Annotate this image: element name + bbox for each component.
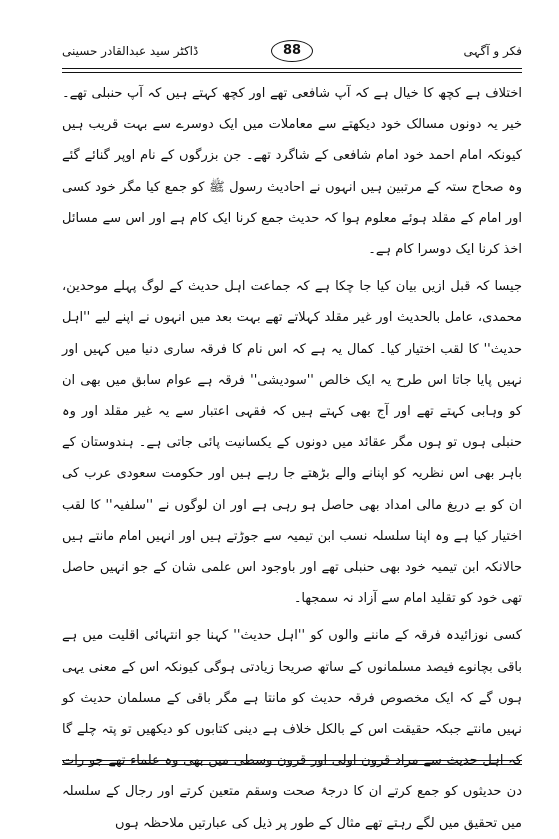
- footer-rule: [62, 760, 522, 761]
- paragraph-2: جیسا کہ قبل ازیں بیان کیا جا چکا ہے کہ جماعت اہل حدیث کے لوگ پہلے موحدین، محمدی، عامل بالحدیث اور غیر مقلد کہلاتے تھے بہت بعد میں انہوں نے اپنے لیے ''اہل حدیث'' کا لقب اختیار کیا۔ کمال یہ ہے کہ اس نام کا فرقہ ساری دنیا میں کہیں اور نہیں پایا جاتا اس طرح یہ ایک خالص ''سودیشی'' فرقہ ہے عوام سابق میں بھی ان کو وہابی کہتے تھے اور آج بھی کہتے ہیں کہ فقہی اعتبار سے یہ غیر مقلد اور وہ حنبلی ہوں تو ہوں مگر عقائد میں دونوں کے یکسانیت پائی جاتی ہے۔ ہندوستان کے باہر بھی اس نظریہ کو اپنانے والے بڑھتے جا رہے ہیں اور حکومت سعودی عرب کی ان کو بے دریغ مالی امداد بھی حاصل ہو رہی ہے اور ان لوگوں نے ''سلفیہ'' کا لقب اختیار کیا ہے وہ اپنا سلسلہ نسب ابن تیمیہ سے جوڑتے ہیں اور انہیں امام مانتے ہیں حالانکہ ابن تیمیہ خود بھی حنبلی تھے اور باوجود اس علمی شان کے جو انہیں حاصل تھی خود کو تقلید امام سے آزاد نہ سمجھا۔: [62, 279, 522, 607]
- paragraph-1: اختلاف ہے کچھ کا خیال ہے کہ آپ شافعی تھے اور کچھ کہتے ہیں کہ آپ حنبلی تھے۔ خیر یہ دونوں مسالک خود دیکھتے سے معاملات میں ایک دوسرے سے بہت قریب ہیں کیونکہ امام احمد خود امام شافعی کے شاگرد تھے۔ جن بزرگوں کے نام اوپر گنائے گئے وہ صحاح ستہ کے مرتبین ہیں انہوں نے احادیث رسول ﷺ کو جمع کیا مگر خود کسی اور امام کے مقلد ہوئے معلوم ہوا کہ حدیث جمع کرنا ایک کام ہے اور اس سے مسائل اخذ کرنا ایک دوسرا کام ہے۔: [62, 86, 522, 258]
- page-number: 88: [271, 40, 313, 62]
- paragraph-3: کسی نوزائیدہ فرقہ کے ماننے والوں کو ''اہل حدیث'' کہنا جو انتہائی اقلیت میں ہے باقی بچانوے فیصد مسلمانوں کے ساتھ صریحا زیادتی ہوگی کیونکہ اس کے معنی یہی ہوں گے کہ ایک مخصوص فرقہ حدیث کو مانتا ہے مگر باقی کے مسلمان حدیث کو نہیں مانتے جبکہ حقیقت اس کے بالکل خلاف ہے دینی کتابوں کو دیکھیں تو پتہ چلے گا کہ اہل حدیث سے مراد قرون اولی اور قرون وسطی میں بھی وہ علماء تھے جو رات دن حدیثوں کو جمع کرتے ان کا درجۂ صحت وسقم متعین کرتے اور رجال کے سلسلہ میں تحقیق میں لگے رہتے تھے مثال کے طور پر ذیل کی عبارتیں ملاحظہ ہوں: [62, 628, 522, 831]
- footer-rule-double: [62, 764, 522, 765]
- header-rule: [62, 68, 522, 69]
- book-title: فکر و آگہی: [463, 44, 522, 58]
- header-rule-double: [62, 72, 522, 73]
- page-body: [62, 78, 522, 839]
- author-name: ڈاکٹر سید عبدالقادر حسینی: [62, 44, 199, 58]
- page-header: [62, 40, 522, 66]
